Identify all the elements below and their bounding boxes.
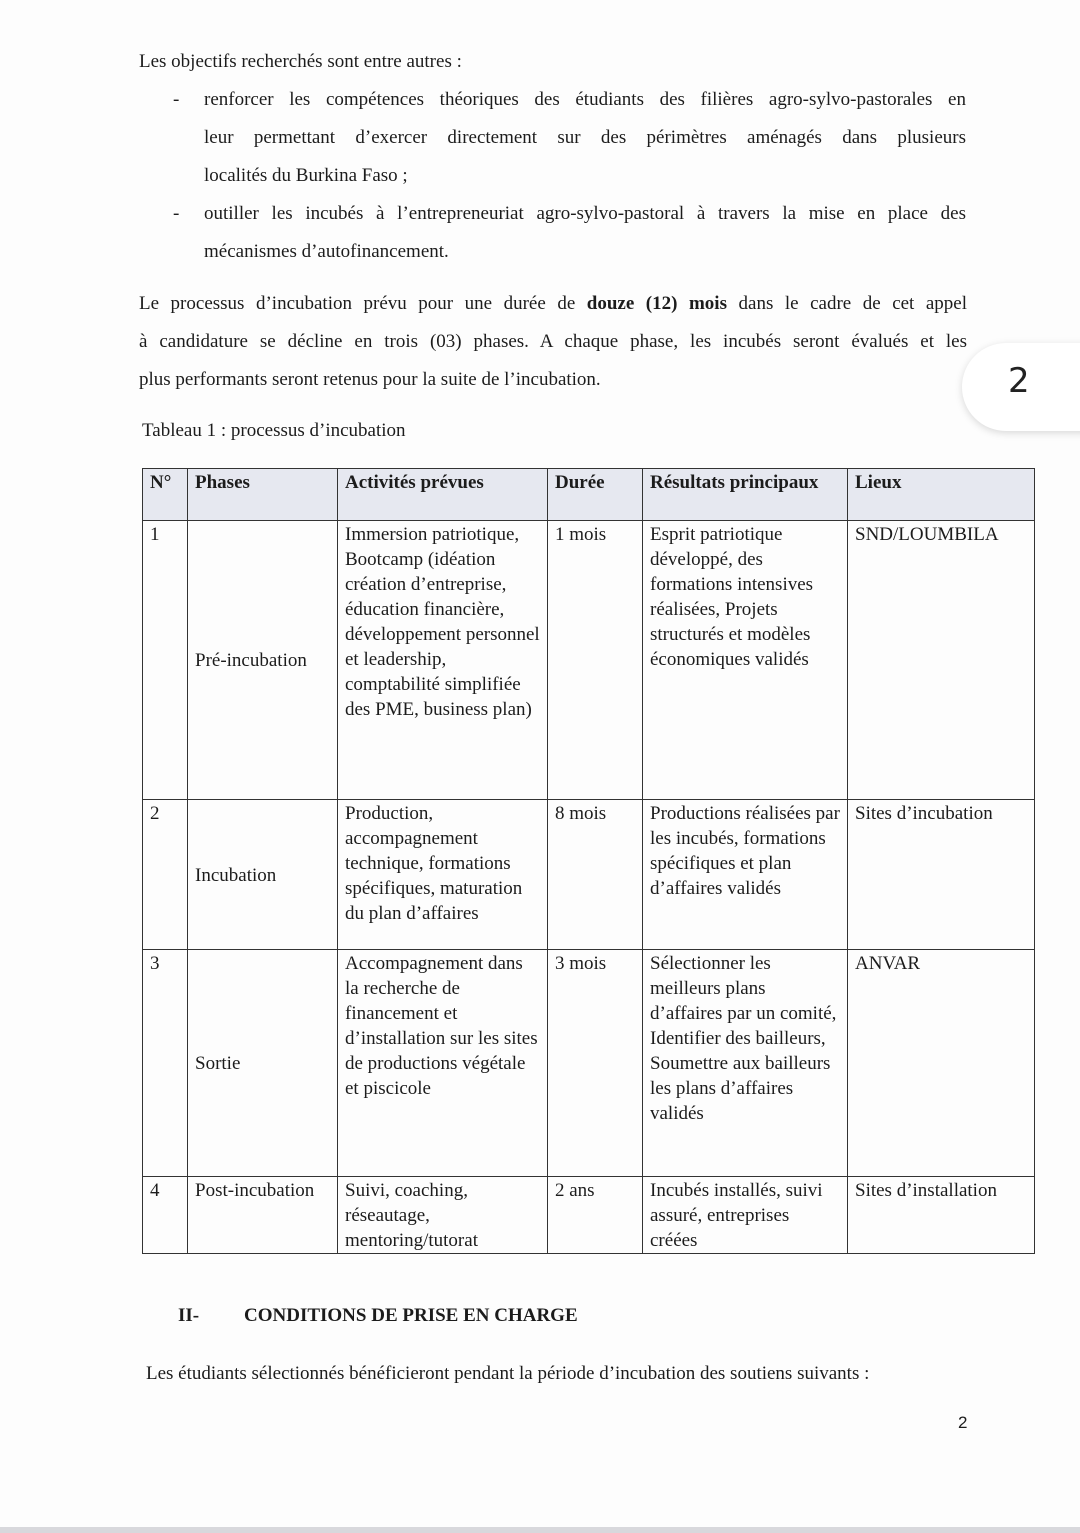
table-row [143,1177,1035,1254]
header-places: Lieux [848,469,1035,521]
bullet-dash: - [173,89,180,110]
row-place: SND/LOUMBILA [848,521,1035,800]
row-phase: Pré-incubation [188,521,338,800]
incubation-process-table [142,468,1035,1254]
row-activities: Accompagnement dans la recherche de financement et d’installation sur les sites de productions végétale et piscicole [338,950,548,1177]
process-line-2: à candidature se décline en trois (03) phases. A chaque phase, les incubés seront évalués et les [139,331,967,352]
header-duration: Durée [548,469,643,521]
process-line-1 [139,285,967,323]
page-indicator-number: 2 [1008,361,1030,401]
row-duration: 2 ans [548,1177,643,1254]
row-activities: Immersion patriotique, Bootcamp (idéation création d’entreprise, éducation financière, développement personnel et leadership, comptabilité simplifiée des PME, business plan) [338,521,548,800]
row-place: Sites d’incubation [848,800,1035,950]
header-results: Résultats principaux [643,469,848,521]
section-heading [178,1301,578,1331]
process-duration-bold: douze (12) mois [586,293,727,314]
bullet-1-line-2: leur permettant d’exercer directement sur des périmètres aménagés dans plusieurs [204,127,966,148]
intro-text: Les objectifs recherchés sont entre autres : [139,51,462,72]
row-activities: Suivi, coaching, réseautage, mentoring/tutorat [338,1177,548,1254]
bullet-1-line-1: renforcer les compétences théoriques des étudiants des filières agro-sylvo-pastorales en [204,89,966,110]
section-number: II- [178,1305,200,1326]
row-number: 3 [143,950,188,1177]
row-place: ANVAR [848,950,1035,1177]
bullet-2-line-2: mécanismes d’autofinancement. [204,241,449,262]
row-results: Sélectionner les meilleurs plans d’affaires par un comité, Identifier des bailleurs, Soumettre aux bailleurs les plans d’affaires validés [643,950,848,1177]
header-phases: Phases [188,469,338,521]
section-title: CONDITIONS DE PRISE EN CHARGE [244,1305,578,1326]
table-header-row [143,469,1035,521]
page-number: 2 [958,1413,968,1432]
table-row [143,950,1035,1177]
row-phase: Sortie [188,950,338,1177]
table-caption: Tableau 1 : processus d’incubation [142,420,406,441]
closing-text: Les étudiants sélectionnés bénéficieront pendant la période d’incubation des soutiens suivants : [146,1363,870,1384]
row-number: 2 [143,800,188,950]
bullet-1-line-3: localités du Burkina Faso ; [204,165,408,186]
row-activities: Production, accompagnement technique, formations spécifiques, maturation du plan d’affaires [338,800,548,950]
table-row [143,800,1035,950]
row-results: Productions réalisées par les incubés, formations spécifiques et plan d’affaires validés [643,800,848,950]
process-line-1-start: Le processus d’incubation prévu pour une durée de [139,293,587,314]
row-duration: 1 mois [548,521,643,800]
row-place: Sites d’installation [848,1177,1035,1254]
table-row [143,521,1035,800]
row-duration: 3 mois [548,950,643,1177]
row-duration: 8 mois [548,800,643,950]
header-activities: Activités prévues [338,469,548,521]
process-line-3: plus performants seront retenus pour la suite de l’incubation. [139,369,601,390]
process-line-1-end: dans le cadre de cet appel [726,293,968,314]
header-number: N° [143,469,188,521]
bullet-dash: - [173,203,180,224]
row-phase: Post-incubation [188,1177,338,1254]
bullet-2-line-1: outiller les incubés à l’entrepreneuriat agro-sylvo-pastoral à travers la mise en place des [204,203,966,224]
row-number: 4 [143,1177,188,1254]
page-indicator-badge[interactable] [962,343,1080,431]
bottom-divider [0,1527,1080,1533]
row-results: Esprit patriotique développé, des formations intensives réalisées, Projets structurés et modèles économiques validés [643,521,848,800]
row-results: Incubés installés, suivi assuré, entreprises créées [643,1177,848,1254]
row-phase: Incubation [188,800,338,950]
row-number: 1 [143,521,188,800]
